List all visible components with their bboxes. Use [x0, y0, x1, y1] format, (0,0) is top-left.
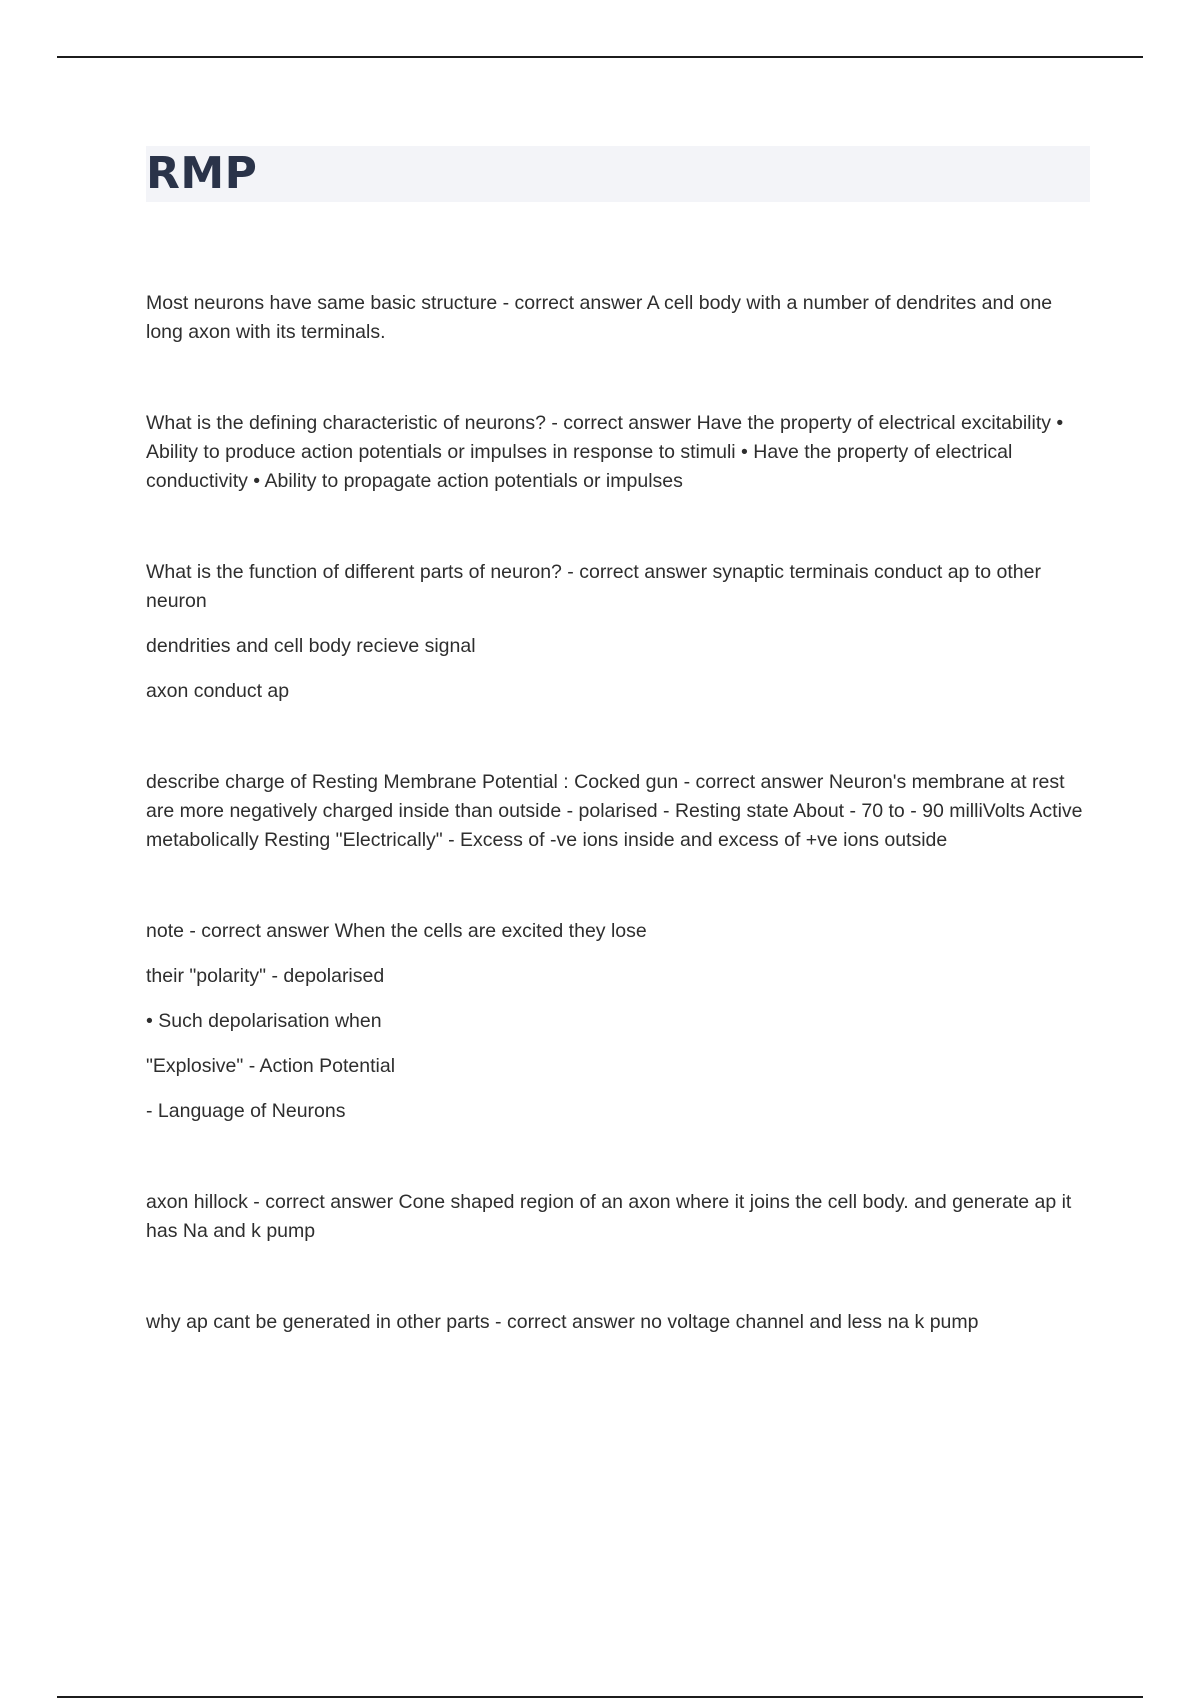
- entry-text: note - correct answer When the cells are excited they lose: [146, 920, 647, 942]
- entry-text: What is the function of different parts of neuron? - correct answer synaptic terminais conduct ap to other neuron: [146, 561, 1041, 612]
- flashcard-list: [146, 289, 1090, 1337]
- entry-text: axon conduct ap: [146, 680, 290, 702]
- flashcard-entry: [146, 409, 1090, 496]
- document-page: [146, 146, 1090, 1399]
- flashcard-entry: [146, 289, 1090, 347]
- entry-text: • Such depolarisation when: [146, 1010, 382, 1032]
- flashcard-entry: [146, 1188, 1090, 1246]
- entry-text: dendrities and cell body recieve signal: [146, 635, 476, 657]
- flashcard-entry: [146, 558, 1090, 706]
- entry-text: Most neurons have same basic structure - correct answer A cell body with a number of dendrites and one long axon with its terminals.: [146, 292, 1053, 343]
- top-rule: [57, 56, 1143, 58]
- flashcard-entry: [146, 768, 1090, 855]
- title-banner: [146, 146, 1090, 202]
- entry-text: describe charge of Resting Membrane Potential : Cocked gun - correct answer Neuron's membrane at rest are more negatively charged inside than outside - polarised - Resting state About - 70 to - 90 milliVolts Active metabolically Resting "Electrically" - Excess of -ve ions inside and excess of +ve ions outside: [146, 771, 1083, 851]
- entry-text: What is the defining characteristic of neurons? - correct answer Have the property of electrical excitability • Ability to produce action potentials or impulses in response to stimuli • Have the property of electrical conductivity • Ability to propagate action potentials or impulses: [146, 412, 1064, 492]
- flashcard-entry: [146, 917, 1090, 1126]
- entry-text: their "polarity" - depolarised: [146, 965, 385, 987]
- entry-text: why ap cant be generated in other parts - correct answer no voltage channel and less na k pump: [146, 1311, 979, 1333]
- flashcard-entry: [146, 1308, 1090, 1337]
- entry-text: "Explosive" - Action Potential: [146, 1055, 396, 1077]
- page-title: RMP: [146, 148, 258, 199]
- entry-text: - Language of Neurons: [146, 1100, 346, 1122]
- bottom-rule: [57, 1696, 1143, 1698]
- entry-text: axon hillock - correct answer Cone shaped region of an axon where it joins the cell body. and generate ap it has Na and k pump: [146, 1191, 1072, 1242]
